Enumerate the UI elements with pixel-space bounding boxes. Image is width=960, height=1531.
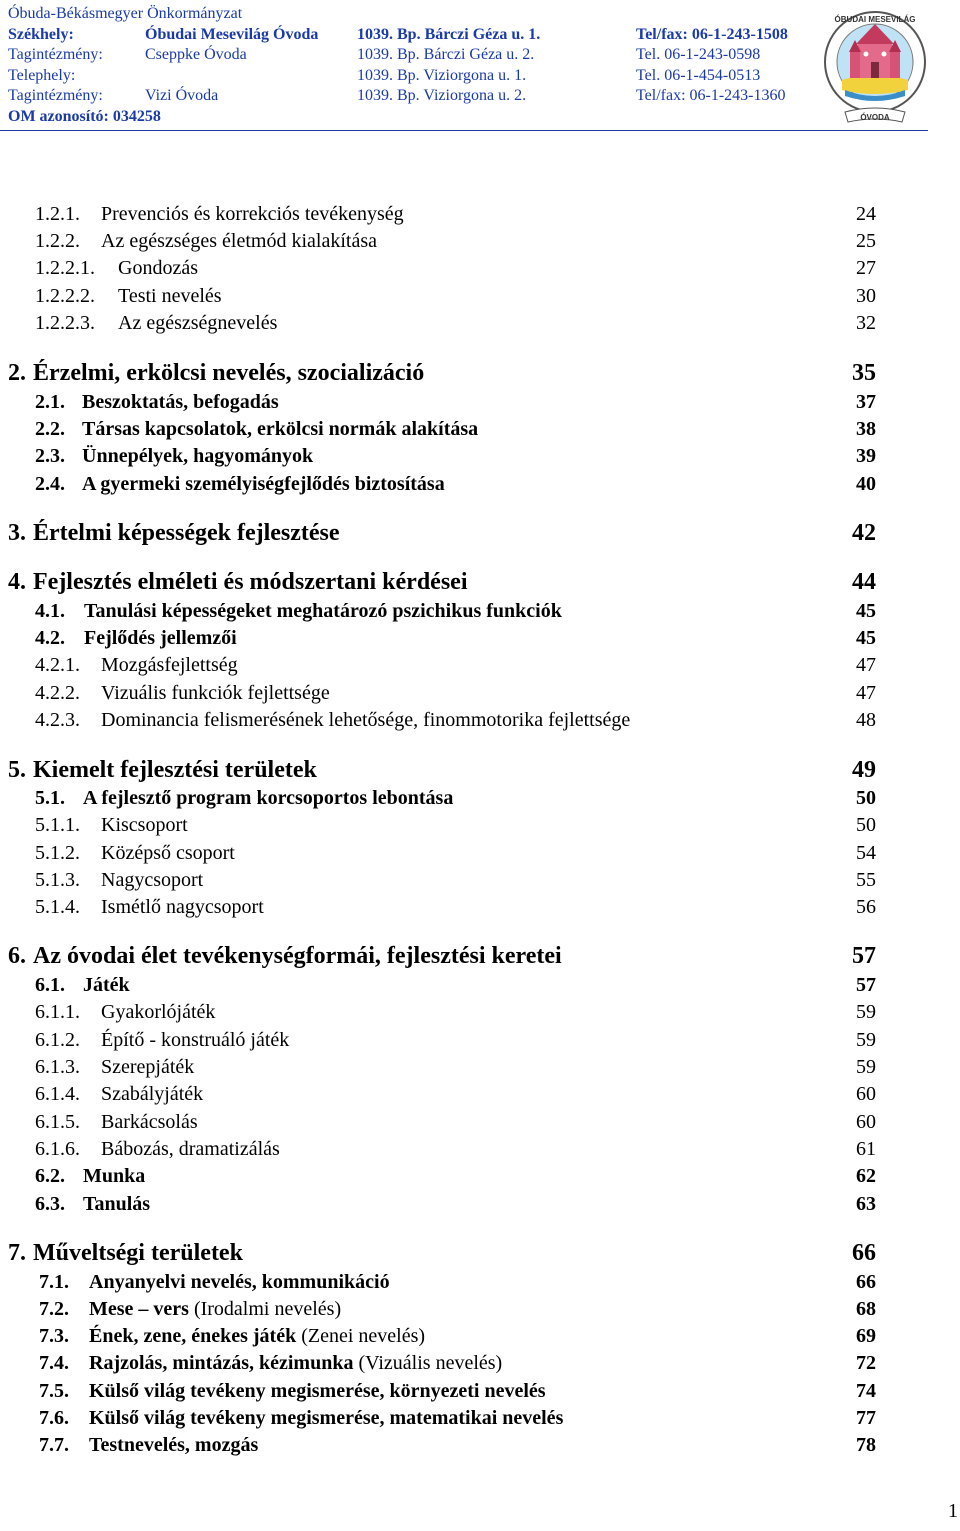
letterhead-cell: Tel. 06-1-454-0513 — [636, 66, 761, 84]
toc-entry-title-text: Mese – vers — [89, 1298, 189, 1320]
toc-entry-number: 4.2. — [35, 627, 65, 649]
toc-entry-page: 59 — [856, 1056, 876, 1078]
toc-entry-page: 77 — [856, 1407, 876, 1429]
toc-entry-title — [89, 1298, 341, 1321]
toc-entry-title — [118, 257, 198, 280]
letterhead-cell: Vizi Óvoda — [145, 87, 219, 104]
toc-entry-number: 6.3. — [35, 1193, 65, 1215]
toc-entry-title-text: Fejlesztés elméleti és módszertani kérdései — [33, 569, 468, 595]
toc-entry-number: 1.2.2.3. — [35, 312, 95, 334]
toc-entry-page: 59 — [856, 1001, 876, 1023]
toc-entry-title-text: Érzelmi, erkölcsi nevelés, szocializáció — [33, 360, 425, 386]
toc-entry-title — [83, 1165, 145, 1188]
toc-entry-page: 32 — [856, 312, 876, 334]
toc-entry-page: 44 — [852, 569, 876, 595]
toc-entry-subtitle: (Irodalmi nevelés) — [193, 1298, 342, 1320]
toc-entry-title — [101, 1056, 194, 1079]
toc-entry-number: 7.7. — [39, 1434, 69, 1456]
toc-entry-page: 35 — [852, 360, 876, 386]
toc-entry-page: 66 — [856, 1271, 876, 1293]
letterhead-cell: Cseppke Óvoda — [145, 46, 247, 63]
toc-entry-title-text: Dominancia felismerésének lehetősége, finommotorika fejlettsége — [101, 709, 631, 731]
toc-entry-title-text: Vizuális funkciók fejlettsége — [101, 682, 330, 704]
toc-entry-number: 6.1.1. — [35, 1001, 80, 1023]
letterhead-cell: Tel. 06-1-243-0598 — [636, 46, 761, 63]
toc-entry-number: 6.2. — [35, 1165, 65, 1187]
toc-entry-page: 30 — [856, 285, 876, 307]
toc-entry-page: 63 — [856, 1193, 876, 1215]
toc-entry-page: 37 — [856, 391, 876, 413]
toc-entry-page: 40 — [856, 473, 876, 495]
toc-entry-number: 6. — [8, 943, 26, 969]
toc-entry-title-text: Külső világ tevékeny megismerése, matematikai nevelés — [89, 1407, 564, 1429]
toc-entry-number: 1.2.2.1. — [35, 257, 95, 279]
toc-entry-number: 5.1.4. — [35, 896, 80, 918]
toc-entry-title — [101, 869, 203, 892]
toc-entry-title — [101, 709, 630, 732]
toc-entry-number: 4.2.2. — [35, 682, 80, 704]
letterhead-cell: Tel/fax: 06-1-243-1508 — [636, 25, 788, 43]
toc-entry-title — [89, 1434, 258, 1457]
toc-entry-title-text: Fejlődés jellemzői — [84, 627, 237, 649]
toc-entry-title — [89, 1352, 502, 1375]
toc-entry-title — [33, 520, 340, 547]
toc-entry-number: 6.1. — [35, 974, 65, 996]
toc-entry-page: 50 — [856, 814, 876, 836]
toc-entry-page: 38 — [856, 418, 876, 440]
toc-entry-page: 47 — [856, 654, 876, 676]
toc-entry-number: 7. — [8, 1240, 26, 1266]
toc-entry-title — [33, 757, 317, 784]
toc-entry-title-text: Értelmi képességek fejlesztése — [33, 520, 340, 546]
toc-entry-number: 6.1.5. — [35, 1111, 80, 1133]
toc-entry-title-text: Külső világ tevékeny megismerése, környezeti nevelés — [89, 1380, 546, 1402]
toc-entry-page: 78 — [856, 1434, 876, 1456]
toc-entry-title — [89, 1271, 390, 1294]
toc-entry-title — [82, 445, 313, 468]
letterhead-cell: 1039. Bp. Bárczi Géza u. 2. — [357, 46, 535, 63]
toc-entry-number: 1.2.2.2. — [35, 285, 95, 307]
toc-entry-number: 5.1.3. — [35, 869, 80, 891]
toc-entry-number: 2.2. — [35, 418, 65, 440]
letterhead-cell: Tagintézmény: — [8, 46, 103, 63]
toc-entry-title-text: Műveltségi területek — [33, 1240, 243, 1266]
toc-entry-title — [101, 230, 377, 253]
letterhead-cell: Tagintézmény: — [8, 87, 103, 104]
toc-entry-title-text: Gondozás — [118, 257, 198, 279]
letterhead-cell: Óbuda-Békásmegyer Önkormányzat — [8, 5, 243, 22]
toc-entry-subtitle: (Zenei nevelés) — [301, 1325, 426, 1347]
toc-entry-title — [101, 896, 264, 919]
toc-entry-title — [33, 360, 424, 387]
toc-entry-number: 7.5. — [39, 1380, 69, 1402]
toc-entry-number: 2.3. — [35, 445, 65, 467]
toc-entry-title-text: Tanulás — [83, 1193, 151, 1215]
letterhead-cell: OM azonosító: 034258 — [8, 107, 161, 125]
toc-entry-title-text: Játék — [83, 974, 130, 996]
letterhead-cell: Óbudai Mesevilág Óvoda — [145, 25, 319, 43]
letterhead-cell: Telephely: — [8, 66, 76, 84]
toc-entry-number: 2. — [8, 360, 26, 386]
toc-entry-page: 74 — [856, 1380, 876, 1402]
letterhead-cell: Székhely: — [8, 25, 74, 43]
toc-entry-page: 57 — [856, 974, 876, 996]
toc-entry-title-text: Szabályjáték — [101, 1083, 204, 1105]
toc-entry-title-text: Az óvodai élet tevékenységformái, fejlesztési keretei — [33, 943, 562, 969]
letterhead-row — [8, 86, 828, 107]
toc-entry-title-text: Anyanyelvi nevelés, kommunikáció — [89, 1271, 390, 1293]
toc-entry-title — [33, 943, 562, 970]
toc-entry-page: 72 — [856, 1352, 876, 1374]
kindergarten-logo — [820, 2, 930, 130]
toc-entry-number: 7.6. — [39, 1407, 69, 1429]
toc-entry-title — [82, 391, 279, 414]
toc-entry-page: 48 — [856, 709, 876, 731]
toc-entry-title — [33, 1240, 243, 1267]
toc-entry-subtitle: (Vizuális nevelés) — [358, 1352, 503, 1374]
toc-entry-page: 45 — [856, 600, 876, 622]
toc-entry-page: 25 — [856, 230, 876, 252]
toc-entry-title-text: Az egészségnevelés — [118, 312, 278, 334]
toc-entry-title — [89, 1380, 546, 1403]
toc-entry-title-text: Barkácsolás — [101, 1111, 198, 1133]
letterhead-row — [8, 107, 828, 128]
toc-entry-title — [84, 600, 562, 623]
toc-entry-number: 1.2.1. — [35, 203, 80, 225]
toc-entry-number: 2.1. — [35, 391, 65, 413]
toc-entry-title-text: Tanulási képességeket meghatározó pszichikus funkciók — [84, 600, 562, 622]
toc-entry-title — [101, 1138, 280, 1161]
letterhead-cell: 1039. Bp. Bárczi Géza u. 1. — [357, 25, 541, 43]
toc-entry-title-text: A gyermeki személyiségfejlődés biztosítása — [82, 473, 445, 495]
toc-entry-title-text: Ének, zene, énekes játék — [89, 1325, 297, 1347]
toc-entry-title — [118, 312, 277, 335]
toc-entry-title-text: Szerepjáték — [101, 1056, 195, 1078]
toc-entry-number: 4.2.1. — [35, 654, 80, 676]
toc-entry-title-text: Testnevelés, mozgás — [89, 1434, 259, 1456]
toc-entry-title — [84, 627, 237, 650]
toc-entry-number: 5.1. — [35, 787, 65, 809]
toc-entry-title — [101, 654, 238, 677]
toc-entry-title — [82, 473, 445, 496]
toc-entry-title-text: Társas kapcsolatok, erkölcsi normák alakítása — [82, 418, 479, 440]
toc-entry-number: 7.3. — [39, 1325, 69, 1347]
letterhead-row — [8, 25, 828, 46]
toc-entry-title — [101, 203, 404, 226]
toc-entry-title-text: Kiscsoport — [101, 814, 188, 836]
toc-entry-number: 5. — [8, 757, 26, 783]
toc-entry-title-text: Beszoktatás, befogadás — [82, 391, 279, 413]
toc-entry-title — [101, 1083, 203, 1106]
logo-text-bottom: ÓVODA — [860, 113, 890, 122]
toc-entry-page: 68 — [856, 1298, 876, 1320]
toc-entry-title — [33, 569, 468, 596]
toc-entry-title-text: A fejlesztő program korcsoportos lebontása — [83, 787, 454, 809]
toc-entry-page: 49 — [852, 757, 876, 783]
toc-entry-title-text: Munka — [83, 1165, 146, 1187]
letterhead-row — [8, 4, 828, 25]
toc-entry-number: 6.1.3. — [35, 1056, 80, 1078]
toc-entry-page: 56 — [856, 896, 876, 918]
letterhead-cell: Tel/fax: 06-1-243-1360 — [636, 87, 786, 104]
toc-entry-title — [101, 1029, 289, 1052]
letterhead-row — [8, 45, 828, 66]
toc-entry-title — [83, 787, 453, 810]
toc-entry-number: 7.1. — [39, 1271, 69, 1293]
toc-entry-page: 60 — [856, 1111, 876, 1133]
letterhead — [8, 4, 828, 127]
toc-entry-number: 5.1.2. — [35, 842, 80, 864]
logo-text-top: ÓBUDAI MESEVILÁG — [834, 15, 916, 24]
toc-entry-title — [101, 842, 235, 865]
toc-entry-page: 47 — [856, 682, 876, 704]
toc-entry-title-text: Kiemelt fejlesztési területek — [33, 757, 317, 783]
toc-entry-title-text: Ismétlő nagycsoport — [101, 896, 264, 918]
toc-entry-number: 6.1.2. — [35, 1029, 80, 1051]
toc-entry-number: 4. — [8, 569, 26, 595]
toc-entry-number: 5.1.1. — [35, 814, 80, 836]
toc-entry-page: 42 — [852, 520, 876, 546]
toc-entry-number: 1.2.2. — [35, 230, 80, 252]
letterhead-cell: 1039. Bp. Viziorgona u. 1. — [357, 66, 527, 84]
toc-entry-page: 57 — [852, 943, 876, 969]
toc-entry-page: 69 — [856, 1325, 876, 1347]
toc-entry-number: 4.1. — [35, 600, 65, 622]
toc-entry-page: 59 — [856, 1029, 876, 1051]
toc-entry-title-text: Rajzolás, mintázás, kézimunka — [89, 1352, 354, 1374]
toc-entry-title — [118, 285, 222, 308]
toc-entry-page: 61 — [856, 1138, 876, 1160]
letterhead-row — [8, 66, 828, 87]
toc-entry-number: 3. — [8, 520, 26, 546]
toc-entry-title-text: Mozgásfejlettség — [101, 654, 238, 676]
toc-entry-number: 6.1.4. — [35, 1083, 80, 1105]
toc-entry-page: 50 — [856, 787, 876, 809]
toc-entry-page: 45 — [856, 627, 876, 649]
toc-entry-title-text: Ünnepélyek, hagyományok — [82, 445, 314, 467]
toc-entry-title — [83, 974, 130, 997]
toc-entry-page: 24 — [856, 203, 876, 225]
toc-entry-title — [101, 1001, 215, 1024]
toc-entry-title — [82, 418, 478, 441]
toc-entry-page: 39 — [856, 445, 876, 467]
toc-entry-page: 55 — [856, 869, 876, 891]
toc-entry-title-text: Gyakorlójáték — [101, 1001, 216, 1023]
page-number: 1 — [948, 1500, 958, 1522]
toc-entry-number: 6.1.6. — [35, 1138, 80, 1160]
toc-entry-title-text: Prevenciós és korrekciós tevékenység — [101, 203, 404, 225]
toc-entry-title — [83, 1193, 150, 1216]
toc-entry-title — [89, 1325, 425, 1348]
toc-entry-number: 4.2.3. — [35, 709, 80, 731]
toc-entry-page: 54 — [856, 842, 876, 864]
toc-entry-title — [101, 682, 330, 705]
toc-entry-number: 7.2. — [39, 1298, 69, 1320]
letterhead-cell: 1039. Bp. Viziorgona u. 2. — [357, 87, 527, 104]
toc-entry-title-text: Bábozás, dramatizálás — [101, 1138, 280, 1160]
toc-entry-page: 60 — [856, 1083, 876, 1105]
toc-entry-title — [101, 1111, 198, 1134]
toc-entry-title — [89, 1407, 563, 1430]
toc-entry-number: 2.4. — [35, 473, 65, 495]
toc-entry-title-text: Középső csoport — [101, 842, 235, 864]
toc-entry-title-text: Az egészséges életmód kialakítása — [101, 230, 377, 252]
toc-entry-page: 62 — [856, 1165, 876, 1187]
letterhead-rule — [0, 130, 928, 131]
toc-entry-title-text: Testi nevelés — [118, 285, 222, 307]
toc-entry-page: 66 — [852, 1240, 876, 1266]
toc-entry-title — [101, 814, 188, 837]
toc-entry-title-text: Építő - konstruáló játék — [101, 1029, 290, 1051]
toc-entry-title-text: Nagycsoport — [101, 869, 204, 891]
toc-entry-page: 27 — [856, 257, 876, 279]
toc-entry-number: 7.4. — [39, 1352, 69, 1374]
